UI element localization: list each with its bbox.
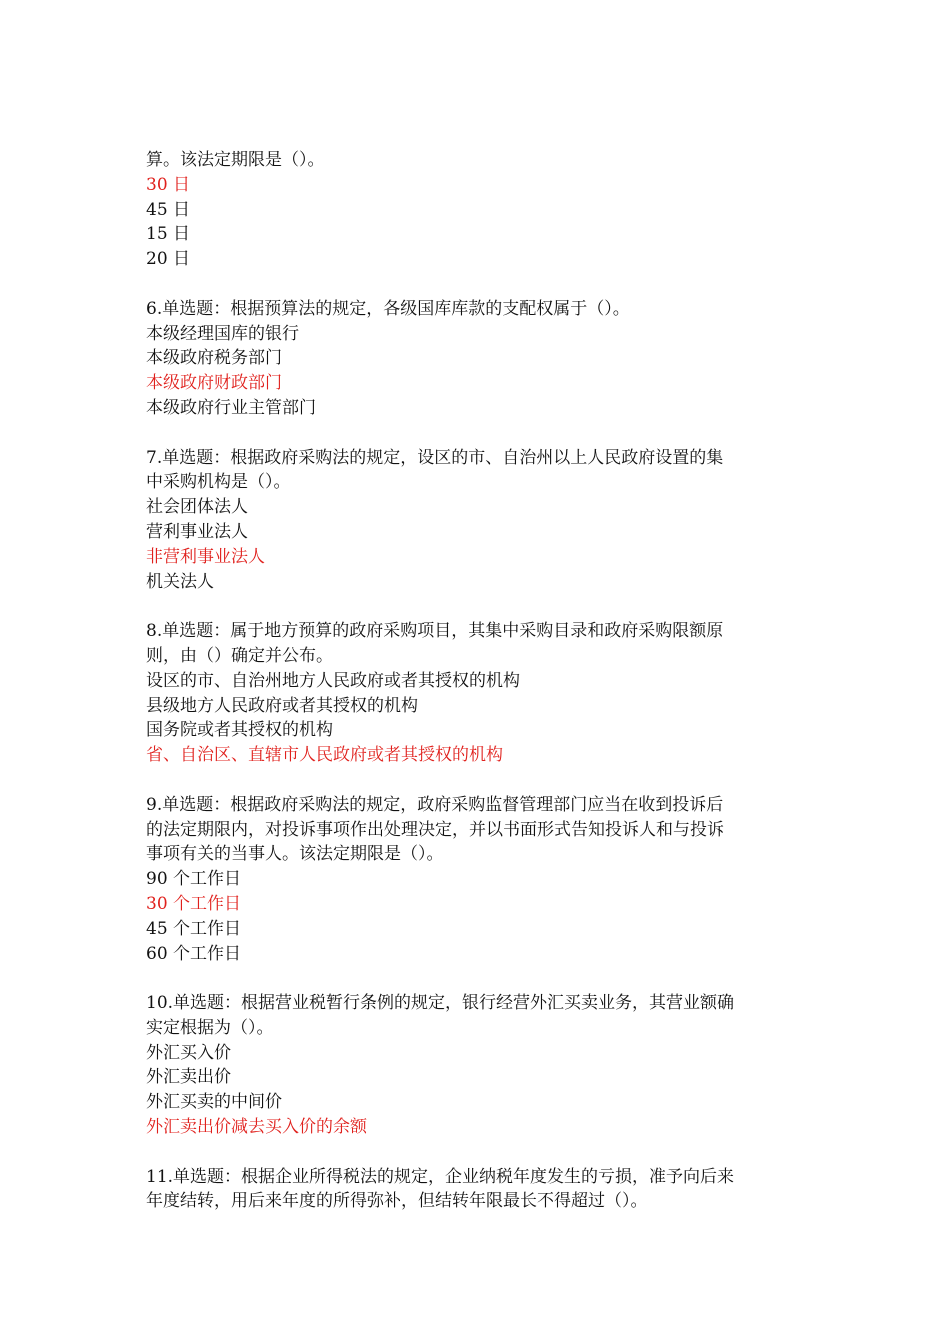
option-correct: 30 个工作日 [146,893,242,914]
option: 营利事业法人 [146,521,248,542]
option: 60 个工作日 [146,943,242,964]
option: 45 个工作日 [146,918,242,939]
option: 外汇买卖的中间价 [146,1092,282,1113]
option: 外汇买入价 [146,1042,231,1063]
question-block-7 [146,446,810,595]
option: 15 日 [146,224,191,245]
option-correct: 省、自治区、直辖市人民政府或者其授权的机构 [146,745,503,766]
option: 本级政府税务部门 [146,348,282,369]
question-stem: 算。该法定期限是（）。 [146,150,325,170]
question-block-8 [146,619,810,768]
option-correct: 外汇卖出价减去买入价的余额 [146,1117,367,1138]
question-block-9 [146,793,810,967]
option: 本级政府行业主管部门 [146,397,316,418]
option: 90 个工作日 [146,869,242,890]
option-correct: 本级政府财政部门 [146,373,282,394]
question-stem-line: 8.单选题：属于地方预算的政府采购项目，其集中采购目录和政府采购限额原 [146,621,724,642]
question-block-11 [146,1165,810,1215]
question-list [146,148,810,1239]
question-stem-line: 中采购机构是（）。 [146,472,291,493]
question-stem-line: 的法定期限内，对投诉事项作出处理决定，并以书面形式告知投诉人和与投诉 [146,819,724,840]
option: 社会团体法人 [146,497,248,518]
question-stem-line: 7.单选题：根据政府采购法的规定，设区的市、自治州以上人民政府设置的集 [146,447,724,468]
question-stem-line: 则，由（）确定并公布。 [146,645,333,666]
option-correct: 30 日 [146,174,191,195]
question-stem-line: 10.单选题：根据营业税暂行条例的规定，银行经营外汇买卖业务，其营业额确 [146,993,735,1014]
question-stem-line: 年度结转，用后来年度的所得弥补，但结转年限最长不得超过（）。 [146,1191,648,1212]
question-stem-line: 事项有关的当事人。该法定期限是（）。 [146,844,444,865]
question-stem-line: 11.单选题：根据企业所得税法的规定，企业纳税年度发生的亏损，准予向后来 [146,1166,735,1187]
question-block-6 [146,297,810,421]
option: 本级经理国库的银行 [146,323,299,344]
question-stem-line: 实定根据为（）。 [146,1017,274,1038]
option: 外汇卖出价 [146,1067,231,1088]
question-block-5 [146,148,810,272]
option: 设区的市、自治州地方人民政府或者其授权的机构 [146,670,520,691]
option: 国务院或者其授权的机构 [146,720,333,741]
option: 45 日 [146,199,191,220]
question-stem-line: 9.单选题：根据政府采购法的规定，政府采购监督管理部门应当在收到投诉后 [146,794,724,815]
option: 县级地方人民政府或者其授权的机构 [146,695,418,716]
option: 机关法人 [146,571,214,592]
question-block-10 [146,991,810,1140]
option: 20 日 [146,249,191,270]
question-stem: 6.单选题：根据预算法的规定，各级国库库款的支配权属于（）。 [146,298,630,319]
option-correct: 非营利事业法人 [146,546,265,567]
